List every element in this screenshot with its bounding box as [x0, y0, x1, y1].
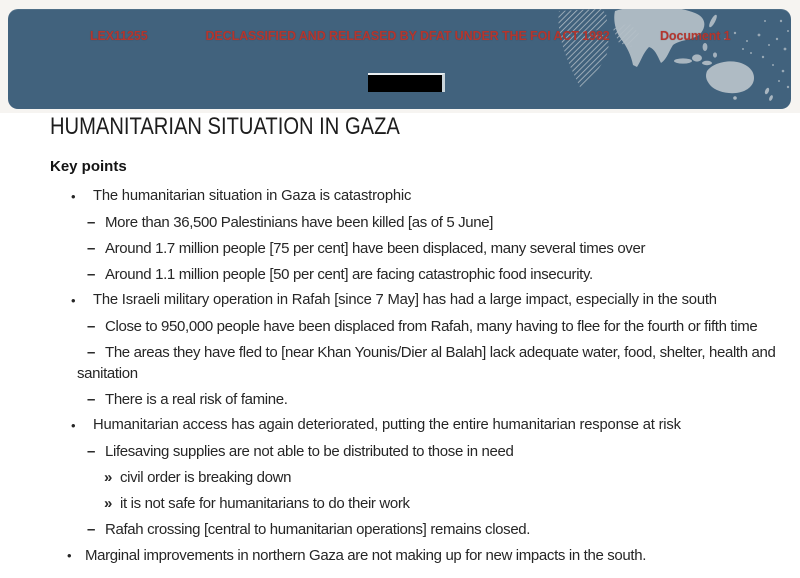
bullet-item [0, 316, 788, 337]
bullet-text: Around 1.1 million people [50 per cent] are facing catastrophic food insecurity. [105, 266, 593, 283]
bullet-marker: • [67, 548, 72, 563]
lex-reference-number: LEX11255 [90, 29, 148, 43]
bullet-item [0, 441, 788, 462]
bullet-item [0, 493, 788, 514]
bullet-text: Lifesaving supplies are not able to be distributed to those in need [105, 443, 514, 460]
header-area [0, 0, 800, 113]
bullet-marker: – [87, 443, 95, 460]
bullet-text: Around 1.7 million people [75 per cent] have been displaced, many several times over [105, 240, 646, 257]
redaction-box [368, 73, 445, 92]
bullet-text: Rafah crossing [central to humanitarian operations] remains closed. [105, 521, 531, 538]
bullet-marker: – [87, 318, 95, 335]
bullet-item [0, 415, 788, 436]
bullet-text: Humanitarian access has again deteriorated, putting the entire humanitarian response at risk [93, 417, 681, 433]
bullet-item [0, 545, 788, 566]
bullet-text: There is a real risk of famine. [105, 391, 288, 408]
key-points-heading: Key points [50, 158, 127, 175]
key-points-list [0, 186, 788, 571]
document-number-label: Document 1 [660, 29, 731, 43]
bullet-item [0, 264, 788, 285]
world-map-graphic [555, 9, 791, 109]
bullet-item [0, 186, 788, 207]
bullet-item [0, 467, 788, 488]
bullet-marker: – [87, 266, 95, 283]
page-title: HUMANITARIAN SITUATION IN GAZA [50, 113, 400, 140]
bullet-item [0, 212, 788, 233]
bullet-text: Marginal improvements in northern Gaza are not making up for new impacts in the south. [85, 547, 647, 564]
bullet-marker: » [104, 495, 112, 512]
bullet-item [0, 389, 788, 410]
bullet-marker: – [87, 214, 95, 231]
bullet-text: civil order is breaking down [120, 469, 292, 486]
bullet-text: Close to 950,000 people have been displaced from Rafah, many having to flee for the fourth or fifth time [105, 318, 758, 335]
bullet-marker: – [87, 240, 95, 257]
declassified-notice: DECLASSIFIED AND RELEASED BY DFAT UNDER THE FOI ACT 1982 [205, 29, 610, 43]
bullet-marker: • [71, 293, 76, 308]
bullet-item [0, 238, 788, 259]
bullet-text: The Israeli military operation in Rafah [since 7 May] has had a large impact, especially in the south [93, 292, 717, 308]
bullet-marker: • [71, 189, 76, 204]
bullet-marker: – [87, 391, 95, 408]
bullet-item [0, 519, 788, 540]
bullet-marker: – [87, 344, 95, 361]
bullet-text: More than 36,500 Palestinians have been killed [as of 5 June] [105, 214, 494, 231]
bullet-text: The humanitarian situation in Gaza is catastrophic [93, 188, 412, 204]
bullet-text: it is not safe for humanitarians to do their work [120, 495, 410, 512]
bullet-text: The areas they have fled to [near Khan Younis/Dier al Balah] lack adequate water, food, shelter, health and sanitation [77, 344, 776, 382]
document-header-banner [8, 9, 791, 109]
bullet-marker: » [104, 469, 112, 486]
bullet-item [0, 290, 788, 311]
bullet-marker: – [87, 521, 95, 538]
bullet-marker: • [71, 418, 76, 433]
bullet-item [0, 342, 788, 384]
